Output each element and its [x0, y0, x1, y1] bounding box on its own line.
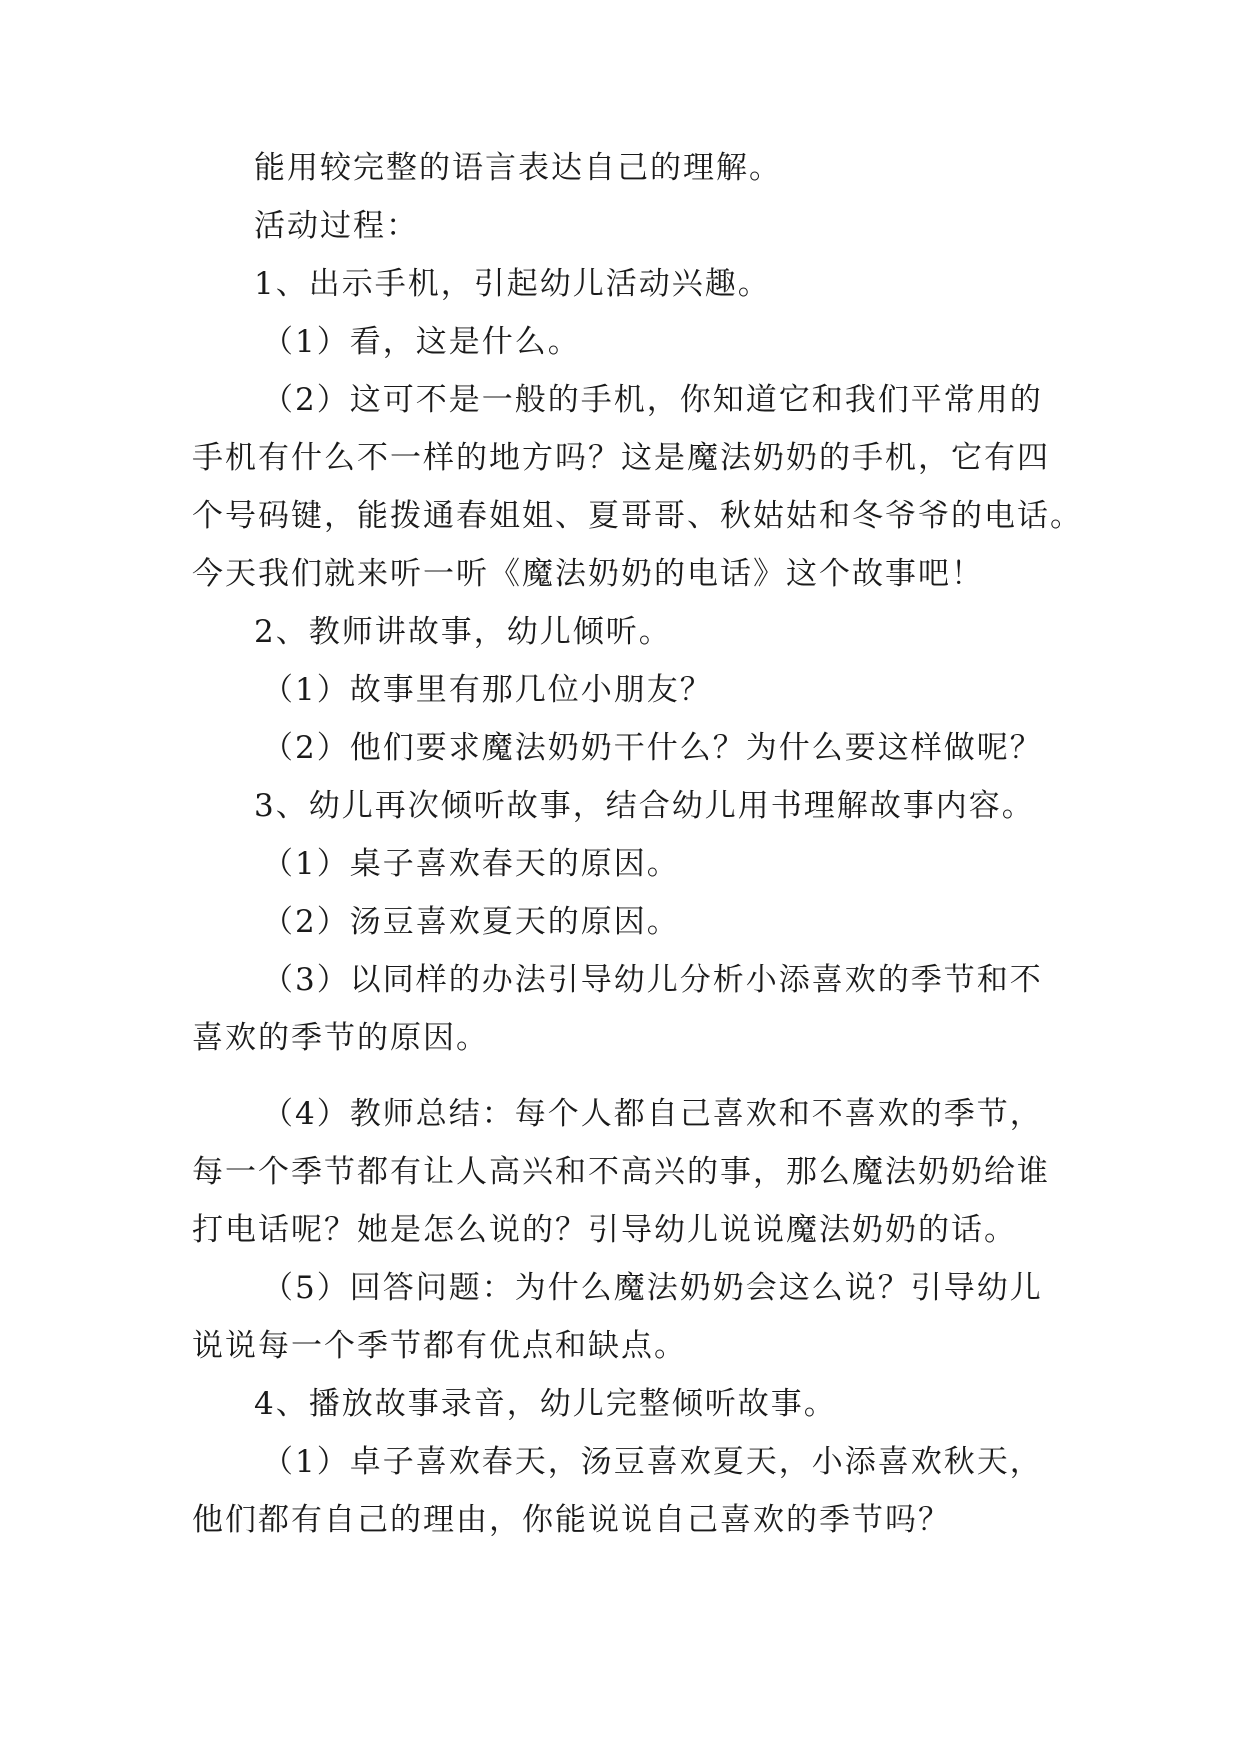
- step-heading: 1、出示手机，引起幼儿活动兴趣。: [254, 266, 771, 302]
- text-line: （2）他们要求魔法奶奶干什么？为什么要这样做呢？: [262, 730, 1043, 766]
- text-line: （1）桌子喜欢春天的原因。: [262, 846, 680, 882]
- text-line: （2）这可不是一般的手机，你知道它和我们平常用的: [262, 382, 1043, 418]
- text-line: 今天我们就来听一听《魔法奶奶的电话》这个故事吧！: [192, 556, 984, 592]
- text-line: 每一个季节都有让人高兴和不高兴的事，那么魔法奶奶给谁: [192, 1154, 1050, 1190]
- step-heading: 4、播放故事录音，幼儿完整倾听故事。: [254, 1386, 837, 1422]
- text-line: （1）故事里有那几位小朋友？: [262, 672, 713, 708]
- text-line: 喜欢的季节的原因。: [192, 1020, 489, 1056]
- text-line: 手机有什么不一样的地方吗？这是魔法奶奶的手机，它有四: [192, 440, 1050, 476]
- text-line: （2）汤豆喜欢夏天的原因。: [262, 904, 680, 940]
- text-line: 他们都有自己的理由，你能说说自己喜欢的季节吗？: [192, 1502, 951, 1538]
- section-heading: 活动过程：: [254, 208, 419, 244]
- step-heading: 3、幼儿再次倾听故事，结合幼儿用书理解故事内容。: [254, 788, 1035, 824]
- text-line: （1）看，这是什么。: [262, 324, 581, 360]
- text-line: （5）回答问题：为什么魔法奶奶会这么说？引导幼儿: [262, 1270, 1043, 1306]
- step-heading: 2、教师讲故事，幼儿倾听。: [254, 614, 672, 650]
- text-line: 能用较完整的语言表达自己的理解。: [254, 150, 782, 186]
- text-line: （1）卓子喜欢春天，汤豆喜欢夏天，小添喜欢秋天，: [262, 1444, 1043, 1480]
- text-line: （4）教师总结：每个人都自己喜欢和不喜欢的季节，: [262, 1096, 1043, 1132]
- text-line: 说说每一个季节都有优点和缺点。: [192, 1328, 687, 1364]
- text-line: 打电话呢？她是怎么说的？引导幼儿说说魔法奶奶的话。: [192, 1212, 1017, 1248]
- text-line: （3）以同样的办法引导幼儿分析小添喜欢的季节和不: [262, 962, 1043, 998]
- text-line: 个号码键，能拨通春姐姐、夏哥哥、秋姑姑和冬爷爷的电话。: [192, 498, 1083, 534]
